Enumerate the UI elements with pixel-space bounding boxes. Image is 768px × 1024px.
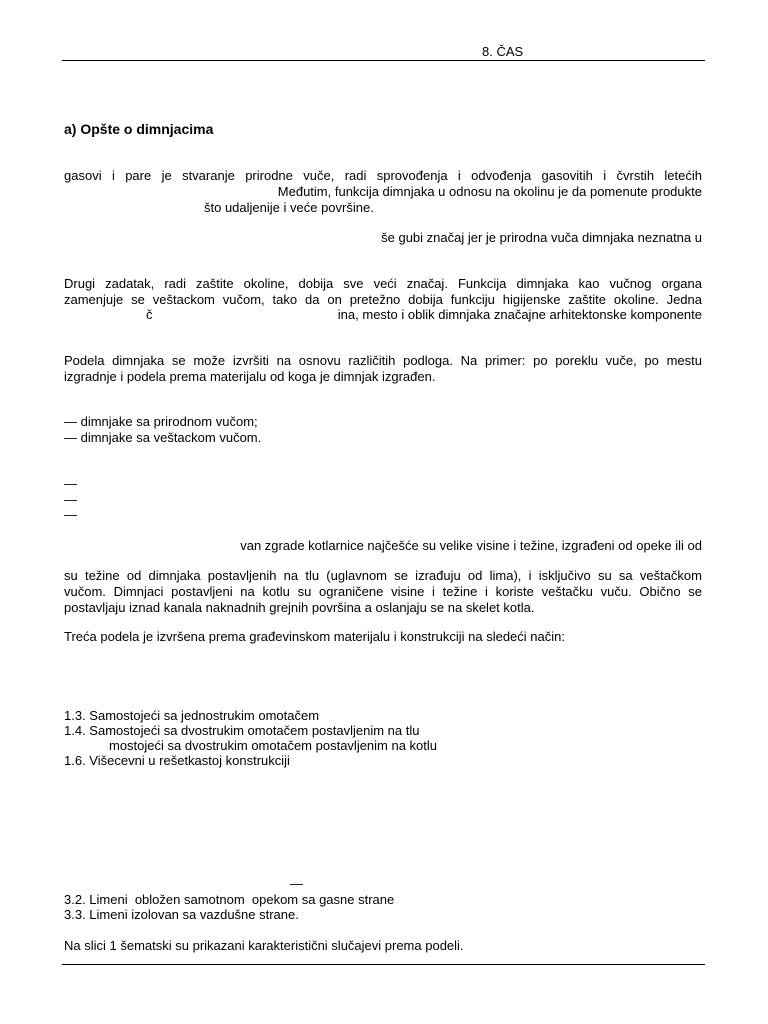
paragraph-4-line-1: Podela dimnjaka se može izvršiti na osnovu različitih podloga. Na primer: po poreklu vuče, po mestu (64, 353, 702, 368)
paragraph-3-line-1: Drugi zadatak, radi zaštite okoline, dobija sve veći značaj. Funkcija dimnjaka kao vučnog organa (64, 276, 702, 291)
metal-list-item: 3.2. Limeni obložen samotnom opekom sa gasne strane (64, 892, 395, 907)
paragraph-4-line-2: izgradnje i podela prema materijalu od koga je dimnjak izgrađen. (64, 369, 436, 384)
paragraph-2-line-1: še gubi značaj jer je prirodna vuča dimnjaka neznatna u (381, 230, 702, 245)
page-label: 8. ČAS (482, 44, 524, 59)
paragraph-6-line-3: postavljaju iznad kanala naknadnih grejnih površina a oslanjaju se na skelet kotla. (64, 600, 535, 615)
paragraph-1-line-1: gasovi i pare je stvaranje prirodne vuče, radi sprovođenja i odvođenja gasovitih i čvrstih letećih (64, 168, 702, 183)
construction-list-item: 1.6. Višecevni u rešetkastoj konstrukciji (64, 753, 290, 768)
section-title: a) Opšte o dimnjacima (64, 121, 214, 137)
construction-list-item: 1.3. Samostojeći sa jednostrukim omotačem (64, 708, 320, 723)
paragraph-1-line-2: Međutim, funkcija dimnjaka u odnosu na okolinu je da pomenute produkte (277, 184, 702, 199)
construction-list-item: mostojeći sa dvostrukim omotačem postavljenim na kotlu (109, 738, 438, 753)
closing-sentence: Na slici 1 šematski su prikazani karakteristični slučajevi prema podeli. (64, 938, 464, 953)
paragraph-7-line-1: Treća podela je izvršena prema građevinskom materijalu i konstrukciji na sledeći način: (64, 629, 565, 644)
metal-list-item: 3.3. Limeni izolovan sa vazdušne strane. (64, 907, 299, 922)
lone-dash: — (290, 876, 303, 891)
draft-list-item: — dimnjake sa prirodnom vučom; (64, 414, 258, 429)
draft-list-item: — dimnjake sa veštackom vučom. (64, 430, 262, 445)
paragraph-5-line-1: van zgrade kotlarnice najčešće su velike visine i težine, izgrađeni od opeke ili od (240, 538, 702, 553)
construction-list-item: 1.4. Samostojeći sa dvostrukim omotačem postavljenim na tlu (64, 723, 420, 738)
paragraph-1-line-3: što udaljenije i veće površine. (204, 200, 374, 215)
paragraph-3-line-3: ina, mesto i oblik dimnjaka značajne arhitektonske komponente (337, 307, 702, 322)
paragraph-3-line-3-fragment: č (146, 307, 153, 322)
header-rule (62, 60, 705, 61)
dash-item: — (64, 476, 77, 491)
paragraph-6-line-2: vučom. Dimnjaci postavljeni na kotlu su ograničene visine i težine i koriste veštačku vuču. Obično se (64, 584, 702, 599)
dash-item: — (64, 507, 77, 522)
paragraph-3-line-2: zamenjuje se veštackom vučom, tako da on pretežno dobija funkciju higijenske zaštite okoline. Jedna (64, 292, 702, 307)
paragraph-6-line-1: su težine od dimnjaka postavljenih na tlu (uglavnom se izrađuju od lima), i isključivo su sa veštačkom (64, 568, 702, 583)
dash-item: — (64, 492, 77, 507)
footer-rule (62, 964, 705, 965)
